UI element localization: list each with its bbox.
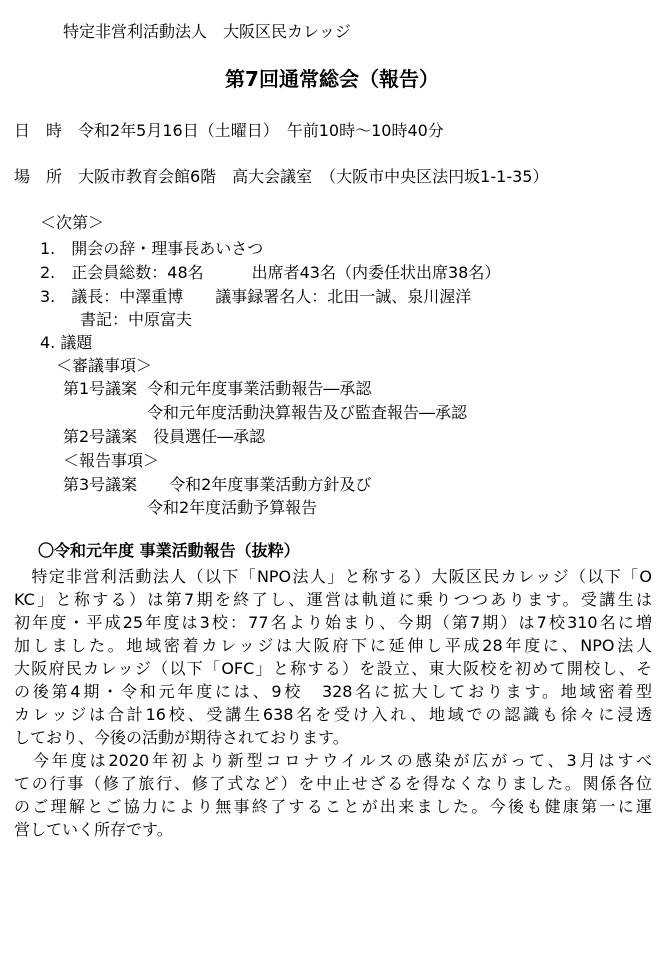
motion-1-line-2: 令和元年度活動決算報告及び監査報告―承認 [147,403,468,422]
paragraph-line: 加しました。地域密着カレッジは大阪府下に延伸し平成28年度に、NPO法人 [14,636,652,655]
paragraph-line: 大阪府民カレッジ（以下「OFC」と称する）を設立、東大阪校を初めて開校し、そ [14,659,652,678]
agenda-heading: ＜次第＞ [40,213,105,232]
paragraph-line: ての行事（修了旅行、修了式など）を中止せざるを得なくなりました。関係各位 [14,774,652,793]
paragraph-line: の後第4期・令和元年度には、9校 328名に拡大しております。地域密着型 [14,682,652,701]
paragraph-line: 初年度・平成25年度は3校：77名より始まり、今期（第7期）は7校310名に増 [14,613,652,632]
paragraph-line: カレッジは合計16校、受講生638名を受け入れ、地域での認識も徐々に浸透 [14,705,652,724]
motion-3-line-2: 令和2年度活動予算報告 [147,498,318,517]
document-title: 第7回通常総会（報告） [225,67,439,91]
motion-1-line-1: 第1号議案 令和元年度事業活動報告―承認 [63,379,372,398]
report-heading: 〇令和元年度 事業活動報告（抜粋） [38,541,300,560]
motion-3-line-1: 第3号議案 令和2年度事業活動方針及び [63,475,372,494]
report-items-heading: ＜報告事項＞ [63,451,160,470]
organization-name: 特定非営利活動法人 大阪区民カレッジ [63,22,351,41]
meeting-place: 場 所 大阪市教育会館6階 高大会議室 （大阪市中央区法円坂1-1-35） [14,167,549,186]
agenda-item-2: 2. 正会員総数：48名 出席者43名（内委任状出席38名） [40,263,501,282]
agenda-item-4: 4. 議題 [40,333,93,352]
paragraph-line: のご理解とご協力により無事終了することが出来ました。今後も健康第一に運 [14,797,652,816]
agenda-item-3: 3. 議長：中澤重博 議事録署名人：北田一誠、泉川渥洋 [40,287,472,306]
report-paragraph-1 [14,565,652,749]
agenda-item-1: 1. 開会の辞・理事長あいさつ [40,239,264,258]
paragraph-line: 特定非営利活動法人（以下「NPO法人」と称する）大阪区民カレッジ（以下「O [14,567,652,586]
paragraph-line: しており、今後の活動が期待されております。 [14,728,349,747]
agenda-item-3-clerk: 書記：中原富夫 [80,310,193,329]
paragraph-line: KC」と称する）は第7期を終了し、運営は軌道に乗りつつあります。受講生は [14,590,652,609]
paragraph-line: 営していく所存です。 [14,820,173,839]
meeting-date: 日 時 令和2年5月16日（土曜日） 午前10時〜10時40分 [14,121,444,140]
motion-2: 第2号議案 役員選任―承認 [63,427,266,446]
paragraph-line: 今年度は2020年初より新型コロナウイルスの感染が広がって、3月はすべ [14,751,652,770]
deliberation-heading: ＜審議事項＞ [56,356,153,375]
report-paragraph-2 [14,749,652,841]
